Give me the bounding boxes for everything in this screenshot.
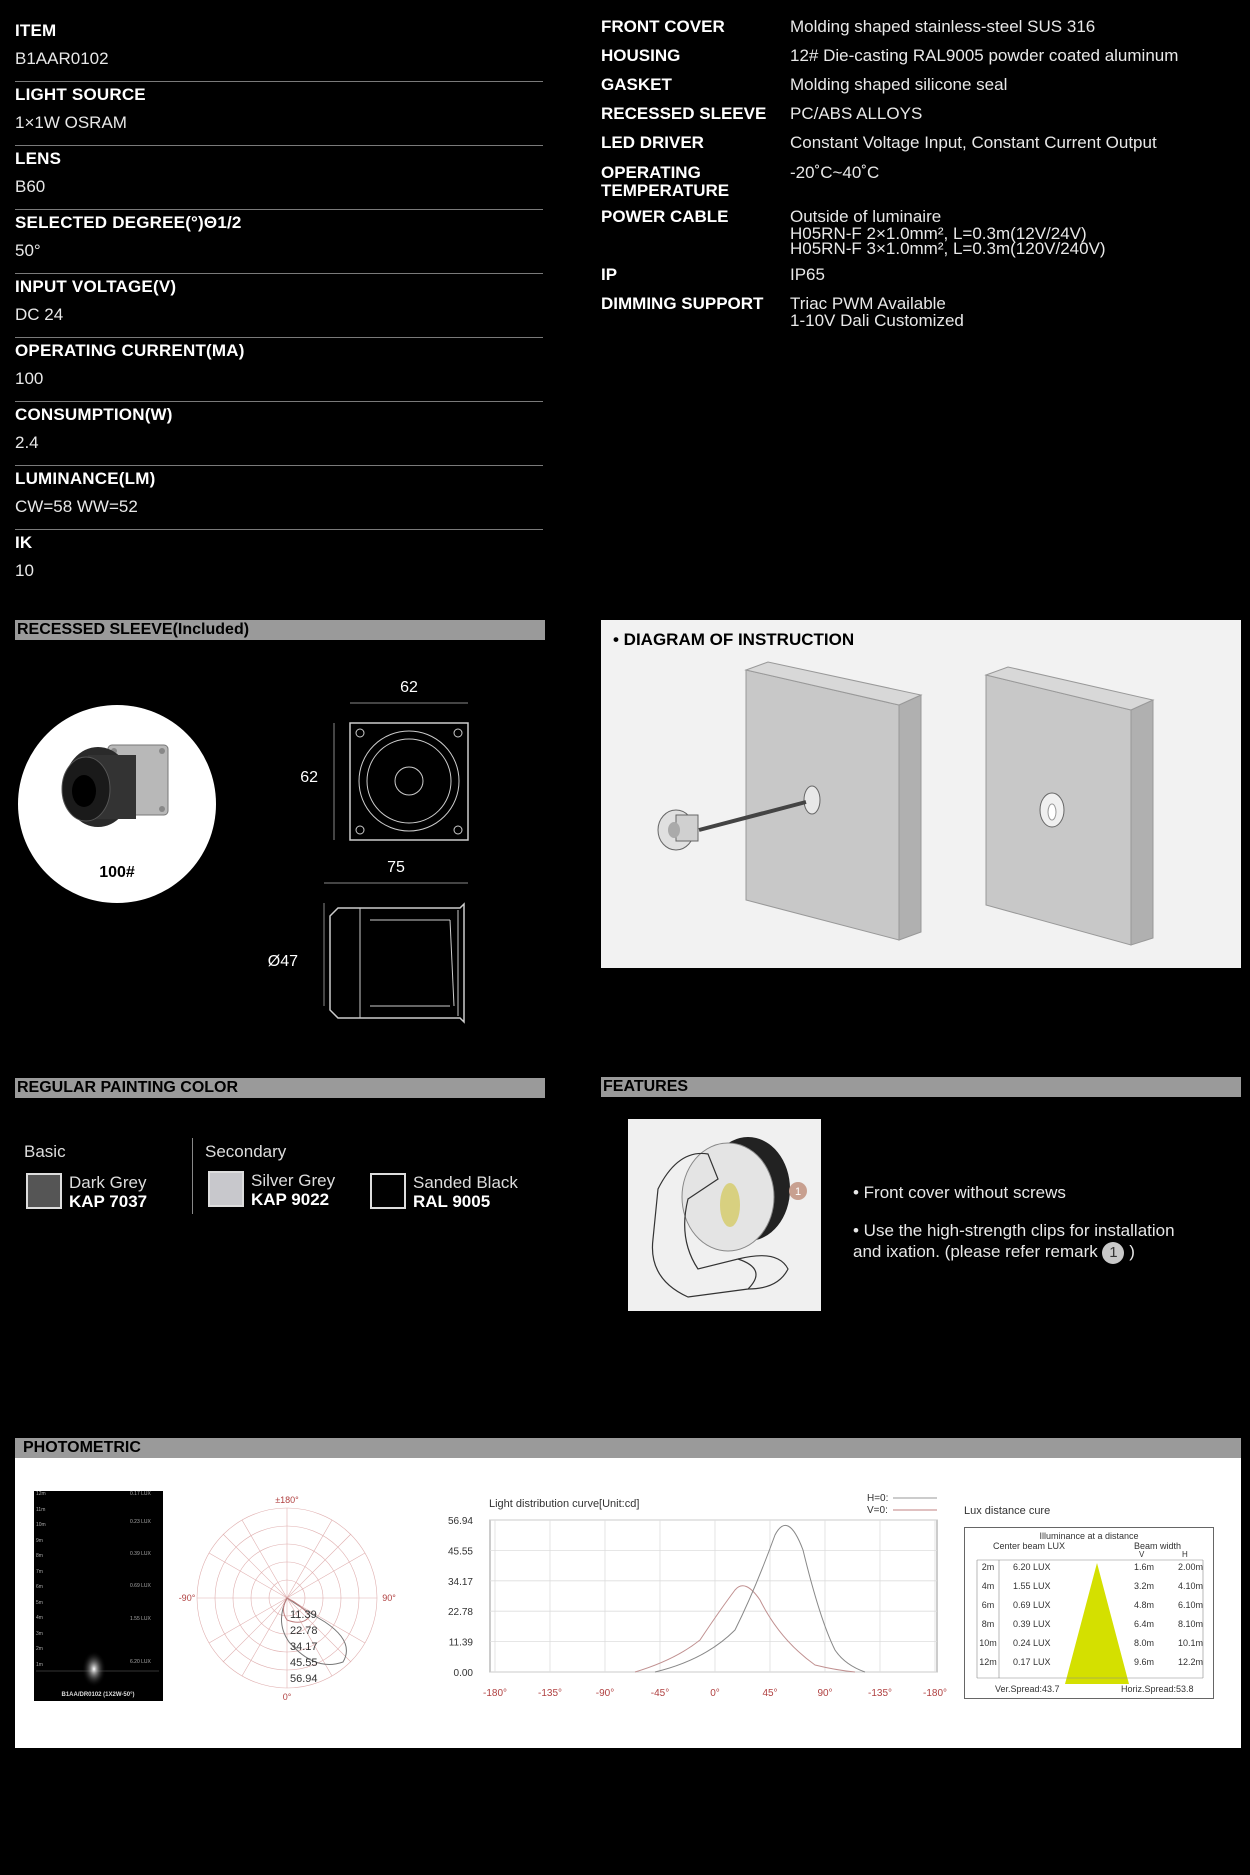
lux-row-h: 12.2m: [1177, 1657, 1203, 1667]
spec-row-value: 12# Die-casting RAL9005 powder coated aluminum: [790, 46, 1179, 65]
spec-row-label: OPERATING TEMPERATURE: [601, 163, 730, 200]
lux-row-v: 1.6m: [1133, 1562, 1154, 1572]
light-distribution-curve: [435, 1490, 950, 1705]
spec-list-left: [15, 18, 543, 594]
lux-row-d: 6m: [981, 1600, 995, 1610]
spec-item: [15, 18, 543, 82]
curve-x-tick: -135°: [537, 1688, 563, 1699]
curve-h-legend: H=0:: [867, 1493, 889, 1504]
isolux-distance-label: 8m: [36, 1553, 43, 1559]
instruction-diagram-panel: [601, 620, 1241, 968]
spec-row-label: FRONT COVER: [601, 17, 725, 36]
hor-spread: Horiz.Spread:53.8: [1121, 1684, 1194, 1694]
secondary-label: Secondary: [205, 1142, 287, 1161]
features-photo-remark: 1: [794, 1186, 802, 1198]
dim-diameter: Ø47: [267, 953, 298, 970]
spec-item: [15, 274, 543, 338]
spec-row-value: Molding shaped stainless-steel SUS 316: [790, 17, 1096, 36]
polar-ring-5: 56.94: [290, 1673, 318, 1685]
spec-row-value: Outside of luminaire H05RN-F 2×1.0mm², L=0.3m(12V/24V) H05RN-F 3×1.0mm², L=0.3m(120V/240V): [790, 207, 1106, 258]
lux-row-h: 8.10m: [1177, 1619, 1203, 1629]
isolux-distance-label: 11m: [36, 1506, 46, 1513]
lux-table-box: Illuminance at a distance Center beam LUX Beam width V H 2m 6.20 LUX 1.6m 2.00m 4m 1.55 LUX 3.2m 4.10m 6m 0.69 LUX 4.8m 6.10m 8m 0.39 LUX 6.4m 8.10m 10m 0.24 LUX 8.0m 10.1m 12m 0.17 LUX 9.6m 12.2m Ver.Spread:43.7 Horiz.Spread:53.8: [964, 1527, 1214, 1699]
curve-y-tick: 34.17: [447, 1576, 473, 1588]
dim-top: 62: [400, 679, 418, 696]
lux-row-lux: 6.20 LUX: [1013, 1562, 1051, 1572]
lux-row-d: 10m: [979, 1638, 997, 1648]
remark-badge: 1: [1102, 1242, 1124, 1264]
sleeve-model-label: 100#: [99, 864, 135, 881]
curve-x-tick: -180°: [482, 1688, 508, 1699]
spec-value: 2.4: [15, 433, 39, 452]
polar-bottom-label: 0°: [282, 1692, 292, 1702]
isolux-distance-label: 7m: [36, 1568, 43, 1575]
section-bar-photometric: PHOTOMETRIC: [15, 1438, 1241, 1458]
spec-label: OPERATING CURRENT(MA): [15, 341, 245, 360]
isolux-distance-label: 2m: [36, 1646, 43, 1652]
swatch-sanded-black-label: Sanded Black RAL 9005: [413, 1173, 518, 1211]
lux-row-h: 10.1m: [1177, 1638, 1203, 1648]
polar-diagram: [175, 1492, 425, 1704]
spec-item: [15, 210, 543, 274]
lux-row-d: 12m: [979, 1657, 997, 1667]
spec-label: SELECTED DEGREE(°)Θ1/2: [15, 213, 242, 232]
swatch-dark-grey-label: Dark Grey KAP 7037: [69, 1173, 148, 1211]
section-bar-features: FEATURES: [601, 1077, 1241, 1097]
spec-value: 50°: [15, 241, 41, 260]
isolux-lux-label: 1.55 LUX: [130, 1616, 151, 1622]
spec-label: LIGHT SOURCE: [15, 85, 146, 104]
swatch-dark-grey: [26, 1173, 62, 1209]
curve-v-legend: V=0:: [867, 1505, 888, 1516]
lux-row-h: 2.00m: [1177, 1562, 1203, 1572]
features-photo: [628, 1119, 821, 1311]
polar-ring-4: 45.55: [290, 1657, 318, 1669]
isolux-distance-label: 1m: [36, 1661, 43, 1668]
swatch-silver-grey: [208, 1171, 244, 1207]
lux-row-v: 3.2m: [1133, 1581, 1154, 1591]
lux-row-lux: 0.39 LUX: [1013, 1619, 1051, 1629]
lux-row-d: 8m: [981, 1619, 995, 1629]
swatch-silver-grey-label: Silver Grey KAP 9022: [251, 1171, 336, 1209]
isolux-distance-label: 10m: [36, 1522, 46, 1528]
spec-row-label: RECESSED SLEEVE: [601, 104, 767, 123]
sleeve-technical-drawing: [250, 670, 490, 1030]
spec-row-value: Constant Voltage Input, Constant Current Output: [790, 133, 1157, 152]
feature-bullet-1: • Front cover without screws: [853, 1183, 1066, 1202]
spec-row-value: Triac PWM Available 1-10V Dali Customized: [790, 294, 964, 330]
curve-x-tick: 45°: [762, 1688, 778, 1699]
isolux-caption: B1AA/DR0102 (1X2W-50°): [61, 1692, 135, 1698]
spec-item: [15, 146, 543, 210]
section-bar-painting-color: REGULAR PAINTING COLOR: [15, 1078, 545, 1098]
curve-y-tick: 22.78: [447, 1607, 473, 1619]
isolux-lux-label: 0.69 LUX: [130, 1583, 151, 1589]
curve-y-tick: 11.39: [448, 1637, 473, 1649]
lux-row-d: 4m: [981, 1581, 995, 1591]
curve-y-tick: 45.55: [447, 1546, 473, 1558]
lux-table-title: Lux distance cure: [964, 1505, 1051, 1517]
isolux-plot: [34, 1491, 163, 1701]
polar-top-label: ±180°: [275, 1495, 299, 1505]
spec-label: IK: [15, 533, 33, 552]
polar-left-label: -90°: [178, 1593, 196, 1603]
sleeve-product-image: [18, 705, 216, 903]
curve-y-tick: 56.94: [447, 1516, 473, 1527]
spec-row-value: PC/ABS ALLOYS: [790, 104, 923, 123]
spec-row-label: LED DRIVER: [601, 133, 704, 152]
spec-item: [15, 466, 543, 530]
curve-x-tick: -45°: [650, 1688, 670, 1699]
spec-row-label: IP: [601, 265, 618, 284]
spec-value: 1×1W OSRAM: [15, 113, 127, 132]
isolux-lux-label: 0.39 LUX: [130, 1551, 151, 1557]
spec-label: INPUT VOLTAGE(V): [15, 277, 177, 296]
lux-row-v: 4.8m: [1133, 1600, 1154, 1610]
basic-label: Basic: [24, 1142, 66, 1161]
curve-y-tick: 0.00: [453, 1668, 473, 1679]
curve-x-tick: 0°: [710, 1688, 720, 1699]
curve-x-tick: -135°: [867, 1688, 893, 1699]
lux-row-v: 8.0m: [1133, 1638, 1154, 1648]
isolux-distance-label: 6m: [36, 1584, 43, 1590]
lux-row-v: 9.6m: [1133, 1657, 1154, 1667]
spec-row-value: Molding shaped silicone seal: [790, 75, 1008, 94]
spec-label: LUMINANCE(LM): [15, 469, 156, 488]
dim-side: 62: [300, 769, 318, 786]
isolux-lux-label: 0.17 LUX: [130, 1491, 151, 1497]
spec-value: B60: [15, 177, 46, 196]
polar-right-label: 90°: [382, 1593, 396, 1603]
lux-row-lux: 0.24 LUX: [1013, 1638, 1051, 1648]
isolux-lux-label: 0.23 LUX: [130, 1519, 151, 1525]
ver-spread: Ver.Spread:43.7: [995, 1684, 1060, 1694]
dim-length: 75: [387, 859, 405, 876]
spec-row-value: IP65: [790, 265, 825, 284]
spec-item: [15, 82, 543, 146]
spec-value: 100: [15, 369, 44, 388]
swatch-sanded-black: [370, 1173, 406, 1209]
diagram-title: • DIAGRAM OF INSTRUCTION: [613, 630, 855, 649]
isolux-distance-label: 3m: [36, 1630, 43, 1637]
spec-row-label: DIMMING SUPPORT: [601, 294, 764, 313]
lux-row-v: 6.4m: [1133, 1619, 1154, 1629]
spec-item: [15, 402, 543, 466]
spec-item: [15, 530, 543, 594]
spec-row-value: -20˚C~40˚C: [790, 163, 880, 182]
polar-ring-1: 11.39: [290, 1609, 317, 1621]
color-divider: [192, 1138, 193, 1214]
lux-row-lux: 0.17 LUX: [1013, 1657, 1051, 1667]
lux-row-h: 6.10m: [1177, 1600, 1203, 1610]
lux-distance-table: [962, 1505, 1222, 1705]
spec-value: DC 24: [15, 305, 64, 324]
curve-x-tick: 90°: [817, 1688, 833, 1699]
isolux-distance-label: 12m: [36, 1491, 46, 1497]
isolux-lux-label: 6.20 LUX: [130, 1659, 151, 1665]
curve-title: Light distribution curve[Unit:cd]: [489, 1498, 640, 1510]
instruction-illustration: [601, 620, 1241, 968]
spec-item: [15, 338, 543, 402]
spec-row-label: POWER CABLE: [601, 207, 729, 226]
isolux-distance-label: 4m: [36, 1615, 43, 1621]
section-bar-recessed-sleeve: RECESSED SLEEVE(Included): [15, 620, 545, 640]
lux-row-lux: 0.69 LUX: [1013, 1600, 1051, 1610]
feature-bullet-2: • Use the high-strength clips for installation and ixation. (please refer remark 1 ): [853, 1220, 1175, 1264]
spec-label: ITEM: [15, 21, 57, 40]
spec-row-label: HOUSING: [601, 46, 681, 65]
lux-row-lux: 1.55 LUX: [1013, 1581, 1051, 1591]
polar-ring-2: 22.78: [290, 1625, 318, 1637]
sleeve-photo: [18, 705, 216, 903]
spec-value: 10: [15, 561, 34, 580]
isolux-distance-label: 9m: [36, 1537, 43, 1544]
spec-label: LENS: [15, 149, 62, 168]
spec-value: CW=58 WW=52: [15, 497, 138, 516]
spec-table-right: [601, 18, 1241, 398]
spec-label: CONSUMPTION(W): [15, 405, 173, 424]
polar-ring-3: 34.17: [290, 1641, 318, 1653]
spec-value: B1AAR0102: [15, 49, 109, 68]
lux-row-d: 2m: [981, 1562, 995, 1572]
lux-row-h: 4.10m: [1177, 1581, 1203, 1591]
curve-x-tick: -180°: [922, 1688, 948, 1699]
spec-row-label: GASKET: [601, 75, 672, 94]
curve-x-tick: -90°: [595, 1688, 615, 1699]
isolux-distance-label: 5m: [36, 1599, 43, 1606]
